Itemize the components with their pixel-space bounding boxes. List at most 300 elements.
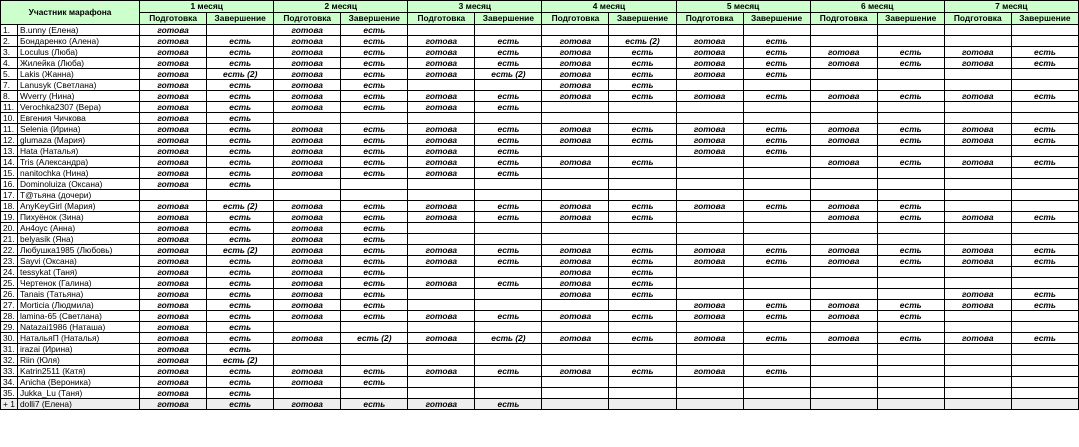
prep-status-cell[interactable]: готова: [140, 69, 207, 80]
prep-status-cell[interactable]: [408, 289, 475, 300]
done-status-cell[interactable]: [877, 223, 944, 234]
prep-status-cell[interactable]: готова: [140, 168, 207, 179]
done-status-cell[interactable]: [341, 190, 408, 201]
done-status-cell[interactable]: [743, 399, 810, 410]
prep-status-cell[interactable]: готова: [542, 157, 609, 168]
row-number-cell[interactable]: 19.: [1, 212, 18, 223]
done-status-cell[interactable]: есть: [1011, 212, 1078, 223]
done-status-cell[interactable]: [1011, 168, 1078, 179]
done-status-cell[interactable]: есть: [609, 256, 676, 267]
done-status-cell[interactable]: есть (2): [207, 245, 274, 256]
prep-status-cell[interactable]: готова: [408, 311, 475, 322]
participant-name-cell[interactable]: Anicha (Вероника): [18, 377, 140, 388]
done-status-cell[interactable]: [609, 179, 676, 190]
done-status-cell[interactable]: есть: [475, 399, 542, 410]
done-status-cell[interactable]: есть: [609, 333, 676, 344]
prep-status-cell[interactable]: готова: [408, 201, 475, 212]
done-status-cell[interactable]: [877, 377, 944, 388]
done-status-cell[interactable]: есть: [1011, 245, 1078, 256]
prep-status-cell[interactable]: готова: [810, 256, 877, 267]
prep-status-cell[interactable]: готова: [944, 135, 1011, 146]
prep-status-cell[interactable]: готова: [810, 300, 877, 311]
done-status-cell[interactable]: [1011, 355, 1078, 366]
done-status-cell[interactable]: есть: [475, 91, 542, 102]
prep-status-cell[interactable]: готова: [274, 135, 341, 146]
prep-status-cell[interactable]: [408, 322, 475, 333]
prep-status-cell[interactable]: готова: [810, 91, 877, 102]
done-status-cell[interactable]: есть: [475, 256, 542, 267]
prep-status-cell[interactable]: готова: [810, 201, 877, 212]
done-status-cell[interactable]: есть: [341, 278, 408, 289]
prep-status-cell[interactable]: готова: [408, 168, 475, 179]
done-status-cell[interactable]: есть: [341, 366, 408, 377]
prep-status-cell[interactable]: готова: [274, 69, 341, 80]
participant-name-cell[interactable]: Wverry (Нина): [18, 91, 140, 102]
done-status-cell[interactable]: [743, 157, 810, 168]
done-header[interactable]: Завершение: [743, 13, 810, 25]
prep-status-cell[interactable]: [542, 223, 609, 234]
done-status-cell[interactable]: есть: [743, 58, 810, 69]
done-status-cell[interactable]: [475, 289, 542, 300]
done-status-cell[interactable]: [877, 25, 944, 36]
prep-status-cell[interactable]: [676, 223, 743, 234]
done-status-cell[interactable]: [1011, 80, 1078, 91]
prep-status-cell[interactable]: [944, 399, 1011, 410]
prep-status-cell[interactable]: [810, 36, 877, 47]
done-status-cell[interactable]: [877, 344, 944, 355]
prep-status-cell[interactable]: [408, 355, 475, 366]
done-status-cell[interactable]: [609, 113, 676, 124]
done-status-cell[interactable]: [207, 190, 274, 201]
prep-status-cell[interactable]: [676, 234, 743, 245]
prep-status-cell[interactable]: [408, 190, 475, 201]
prep-status-cell[interactable]: готова: [274, 157, 341, 168]
done-status-cell[interactable]: [1011, 366, 1078, 377]
done-status-cell[interactable]: [877, 146, 944, 157]
prep-status-cell[interactable]: [542, 322, 609, 333]
done-status-cell[interactable]: есть: [207, 223, 274, 234]
prep-status-cell[interactable]: готова: [140, 388, 207, 399]
prep-status-cell[interactable]: готова: [274, 256, 341, 267]
row-number-cell[interactable]: 28.: [1, 311, 18, 322]
done-status-cell[interactable]: есть: [609, 245, 676, 256]
done-status-cell[interactable]: есть: [341, 234, 408, 245]
done-status-cell[interactable]: есть: [341, 245, 408, 256]
prep-status-cell[interactable]: готова: [676, 36, 743, 47]
participant-name-cell[interactable]: Jukka_Lu (Таня): [18, 388, 140, 399]
participant-name-cell[interactable]: Lakis (Жанна): [18, 69, 140, 80]
done-status-cell[interactable]: есть: [207, 399, 274, 410]
done-status-cell[interactable]: [1011, 311, 1078, 322]
done-status-cell[interactable]: [1011, 190, 1078, 201]
row-number-cell[interactable]: 26.: [1, 289, 18, 300]
done-status-cell[interactable]: [743, 234, 810, 245]
done-status-cell[interactable]: [475, 300, 542, 311]
prep-status-cell[interactable]: [408, 25, 475, 36]
prep-status-cell[interactable]: готова: [274, 245, 341, 256]
prep-status-cell[interactable]: [676, 344, 743, 355]
done-status-cell[interactable]: есть: [743, 124, 810, 135]
prep-status-cell[interactable]: [944, 267, 1011, 278]
row-number-cell[interactable]: 12.: [1, 135, 18, 146]
prep-status-cell[interactable]: [542, 355, 609, 366]
prep-status-cell[interactable]: [140, 190, 207, 201]
prep-status-cell[interactable]: [810, 102, 877, 113]
done-status-cell[interactable]: [877, 234, 944, 245]
done-status-cell[interactable]: есть: [743, 47, 810, 58]
prep-status-cell[interactable]: готова: [542, 366, 609, 377]
done-status-cell[interactable]: есть: [877, 47, 944, 58]
prep-status-cell[interactable]: [408, 80, 475, 91]
done-status-cell[interactable]: [609, 388, 676, 399]
prep-status-cell[interactable]: готова: [676, 201, 743, 212]
participant-name-cell[interactable]: Sayvi (Оксана): [18, 256, 140, 267]
done-status-cell[interactable]: есть: [207, 388, 274, 399]
prep-status-cell[interactable]: готова: [140, 256, 207, 267]
done-status-cell[interactable]: есть: [743, 201, 810, 212]
done-status-cell[interactable]: [877, 355, 944, 366]
done-status-cell[interactable]: [609, 190, 676, 201]
done-status-cell[interactable]: [609, 102, 676, 113]
done-status-cell[interactable]: есть: [341, 289, 408, 300]
prep-header[interactable]: Подготовка: [810, 13, 877, 25]
done-status-cell[interactable]: [743, 355, 810, 366]
done-status-cell[interactable]: [743, 179, 810, 190]
participant-name-cell[interactable]: Hata (Наталья): [18, 146, 140, 157]
prep-status-cell[interactable]: готова: [944, 245, 1011, 256]
prep-status-cell[interactable]: [676, 102, 743, 113]
done-status-cell[interactable]: есть: [609, 124, 676, 135]
prep-status-cell[interactable]: [944, 366, 1011, 377]
done-status-cell[interactable]: есть: [475, 157, 542, 168]
done-status-cell[interactable]: [609, 300, 676, 311]
prep-status-cell[interactable]: [542, 113, 609, 124]
done-status-cell[interactable]: [1011, 179, 1078, 190]
done-status-cell[interactable]: [743, 344, 810, 355]
prep-status-cell[interactable]: готова: [140, 58, 207, 69]
done-status-cell[interactable]: есть: [877, 333, 944, 344]
prep-status-cell[interactable]: [810, 223, 877, 234]
participant-name-cell[interactable]: AnyKeyGirl (Мария): [18, 201, 140, 212]
participant-name-cell[interactable]: Пихуёнок (Зина): [18, 212, 140, 223]
prep-status-cell[interactable]: [944, 146, 1011, 157]
done-status-cell[interactable]: [1011, 69, 1078, 80]
prep-status-cell[interactable]: [542, 168, 609, 179]
row-number-cell[interactable]: 33.: [1, 366, 18, 377]
row-number-cell[interactable]: 1.: [1, 25, 18, 36]
done-status-cell[interactable]: есть: [341, 58, 408, 69]
done-status-cell[interactable]: есть: [207, 377, 274, 388]
done-status-cell[interactable]: [341, 322, 408, 333]
participant-name-cell[interactable]: Natazai1986 (Наташа): [18, 322, 140, 333]
prep-status-cell[interactable]: [408, 344, 475, 355]
done-status-cell[interactable]: есть: [207, 289, 274, 300]
done-header[interactable]: Завершение: [609, 13, 676, 25]
done-status-cell[interactable]: есть (2): [609, 36, 676, 47]
row-number-cell[interactable]: 14.: [1, 157, 18, 168]
prep-status-cell[interactable]: готова: [810, 135, 877, 146]
prep-status-cell[interactable]: готова: [274, 168, 341, 179]
row-number-cell[interactable]: 10.: [1, 113, 18, 124]
prep-status-cell[interactable]: [944, 234, 1011, 245]
done-status-cell[interactable]: есть: [475, 124, 542, 135]
done-status-cell[interactable]: есть: [341, 80, 408, 91]
prep-status-cell[interactable]: [542, 399, 609, 410]
prep-status-cell[interactable]: [542, 146, 609, 157]
done-status-cell[interactable]: [1011, 102, 1078, 113]
participant-name-cell[interactable]: Riin (Юля): [18, 355, 140, 366]
prep-status-cell[interactable]: [408, 113, 475, 124]
prep-status-cell[interactable]: [810, 344, 877, 355]
prep-status-cell[interactable]: готова: [408, 58, 475, 69]
row-number-cell[interactable]: 11.: [1, 102, 18, 113]
prep-status-cell[interactable]: готова: [542, 278, 609, 289]
prep-status-cell[interactable]: готова: [140, 355, 207, 366]
done-status-cell[interactable]: есть: [743, 333, 810, 344]
prep-status-cell[interactable]: готова: [140, 179, 207, 190]
prep-status-cell[interactable]: готова: [944, 289, 1011, 300]
prep-status-cell[interactable]: [676, 157, 743, 168]
row-number-cell[interactable]: 11.: [1, 124, 18, 135]
participant-name-cell[interactable]: Ан4оус (Анна): [18, 223, 140, 234]
prep-status-cell[interactable]: готова: [140, 212, 207, 223]
done-status-cell[interactable]: есть: [207, 179, 274, 190]
done-status-cell[interactable]: [877, 399, 944, 410]
prep-status-cell[interactable]: [944, 69, 1011, 80]
prep-status-cell[interactable]: готова: [140, 157, 207, 168]
participant-name-cell[interactable]: Dominoluiza (Оксана): [18, 179, 140, 190]
prep-status-cell[interactable]: [944, 278, 1011, 289]
row-number-cell[interactable]: 30.: [1, 333, 18, 344]
done-status-cell[interactable]: [609, 377, 676, 388]
done-status-cell[interactable]: есть: [609, 91, 676, 102]
done-status-cell[interactable]: есть: [341, 157, 408, 168]
done-status-cell[interactable]: есть: [1011, 91, 1078, 102]
prep-status-cell[interactable]: [274, 355, 341, 366]
participant-name-cell[interactable]: Katrin2511 (Катя): [18, 366, 140, 377]
prep-status-cell[interactable]: готова: [140, 146, 207, 157]
prep-status-cell[interactable]: готова: [274, 278, 341, 289]
done-status-cell[interactable]: есть: [1011, 289, 1078, 300]
prep-header[interactable]: Подготовка: [542, 13, 609, 25]
prep-status-cell[interactable]: готова: [408, 333, 475, 344]
done-status-cell[interactable]: есть: [743, 366, 810, 377]
done-status-cell[interactable]: есть: [207, 366, 274, 377]
participant-name-cell[interactable]: lamina-65 (Светлана): [18, 311, 140, 322]
done-status-cell[interactable]: есть: [475, 201, 542, 212]
done-status-cell[interactable]: есть: [475, 135, 542, 146]
done-status-cell[interactable]: [475, 377, 542, 388]
row-number-cell[interactable]: 13.: [1, 146, 18, 157]
done-header[interactable]: Завершение: [877, 13, 944, 25]
prep-status-cell[interactable]: готова: [140, 289, 207, 300]
prep-status-cell[interactable]: готова: [274, 47, 341, 58]
done-status-cell[interactable]: [743, 278, 810, 289]
prep-status-cell[interactable]: готова: [542, 69, 609, 80]
done-status-cell[interactable]: [743, 113, 810, 124]
done-status-cell[interactable]: есть (2): [475, 69, 542, 80]
done-status-cell[interactable]: [877, 102, 944, 113]
prep-status-cell[interactable]: готова: [274, 201, 341, 212]
prep-status-cell[interactable]: готова: [408, 399, 475, 410]
done-status-cell[interactable]: есть: [207, 113, 274, 124]
done-status-cell[interactable]: есть: [341, 124, 408, 135]
prep-header[interactable]: Подготовка: [408, 13, 475, 25]
participant-name-cell[interactable]: Verochka2307 (Вера): [18, 102, 140, 113]
done-status-cell[interactable]: есть: [877, 135, 944, 146]
prep-status-cell[interactable]: готова: [274, 91, 341, 102]
done-status-cell[interactable]: [609, 168, 676, 179]
done-status-cell[interactable]: [341, 113, 408, 124]
prep-status-cell[interactable]: [676, 355, 743, 366]
row-number-cell[interactable]: 21.: [1, 234, 18, 245]
prep-status-cell[interactable]: готова: [140, 344, 207, 355]
prep-status-cell[interactable]: готова: [810, 245, 877, 256]
prep-status-cell[interactable]: [944, 168, 1011, 179]
done-status-cell[interactable]: есть: [877, 201, 944, 212]
done-status-cell[interactable]: [877, 190, 944, 201]
done-status-cell[interactable]: есть: [341, 102, 408, 113]
prep-status-cell[interactable]: готова: [676, 91, 743, 102]
prep-status-cell[interactable]: готова: [944, 47, 1011, 58]
prep-status-cell[interactable]: готова: [140, 300, 207, 311]
done-status-cell[interactable]: есть: [207, 80, 274, 91]
prep-status-cell[interactable]: [676, 289, 743, 300]
prep-status-cell[interactable]: готова: [810, 333, 877, 344]
prep-status-cell[interactable]: готова: [944, 58, 1011, 69]
row-number-cell[interactable]: 25.: [1, 278, 18, 289]
done-status-cell[interactable]: [743, 388, 810, 399]
prep-status-cell[interactable]: [810, 366, 877, 377]
prep-status-cell[interactable]: готова: [676, 245, 743, 256]
prep-status-cell[interactable]: [944, 25, 1011, 36]
done-status-cell[interactable]: есть: [1011, 300, 1078, 311]
done-status-cell[interactable]: есть: [341, 201, 408, 212]
done-header[interactable]: Завершение: [207, 13, 274, 25]
prep-status-cell[interactable]: готова: [542, 58, 609, 69]
prep-status-cell[interactable]: готова: [140, 25, 207, 36]
month-header[interactable]: 3 месяц: [408, 1, 542, 13]
done-status-cell[interactable]: [877, 366, 944, 377]
participant-name-cell[interactable]: Чертенок (Галина): [18, 278, 140, 289]
prep-status-cell[interactable]: готова: [140, 91, 207, 102]
participant-name-cell[interactable]: НатальяП (Наталья): [18, 333, 140, 344]
prep-status-cell[interactable]: [944, 355, 1011, 366]
done-status-cell[interactable]: есть: [609, 366, 676, 377]
prep-status-cell[interactable]: готова: [542, 201, 609, 212]
prep-status-cell[interactable]: готова: [542, 124, 609, 135]
prep-status-cell[interactable]: [408, 388, 475, 399]
prep-status-cell[interactable]: готова: [676, 333, 743, 344]
prep-status-cell[interactable]: готова: [542, 91, 609, 102]
prep-status-cell[interactable]: [274, 113, 341, 124]
prep-status-cell[interactable]: [542, 377, 609, 388]
row-number-cell[interactable]: 35.: [1, 388, 18, 399]
done-status-cell[interactable]: есть: [609, 289, 676, 300]
done-header[interactable]: Завершение: [341, 13, 408, 25]
done-status-cell[interactable]: [609, 146, 676, 157]
prep-status-cell[interactable]: [408, 300, 475, 311]
row-number-cell[interactable]: 29.: [1, 322, 18, 333]
row-number-cell[interactable]: + 1: [1, 399, 18, 410]
done-status-cell[interactable]: есть: [341, 146, 408, 157]
prep-status-cell[interactable]: [676, 278, 743, 289]
prep-status-cell[interactable]: [810, 388, 877, 399]
done-status-cell[interactable]: есть: [743, 311, 810, 322]
month-header[interactable]: 4 месяц: [542, 1, 676, 13]
prep-status-cell[interactable]: готова: [140, 36, 207, 47]
done-status-cell[interactable]: есть: [207, 256, 274, 267]
done-status-cell[interactable]: есть: [743, 146, 810, 157]
participant-name-cell[interactable]: Бондаренко (Алена): [18, 36, 140, 47]
prep-status-cell[interactable]: готова: [140, 278, 207, 289]
prep-status-cell[interactable]: готова: [274, 102, 341, 113]
prep-status-cell[interactable]: [944, 179, 1011, 190]
done-status-cell[interactable]: есть: [207, 278, 274, 289]
done-status-cell[interactable]: [743, 102, 810, 113]
prep-status-cell[interactable]: [408, 234, 475, 245]
done-status-cell[interactable]: есть: [877, 212, 944, 223]
prep-status-cell[interactable]: готова: [140, 366, 207, 377]
done-status-cell[interactable]: есть: [207, 47, 274, 58]
prep-status-cell[interactable]: готова: [676, 124, 743, 135]
done-header[interactable]: Завершение: [475, 13, 542, 25]
participant-header[interactable]: Участник марафона: [1, 1, 140, 25]
prep-status-cell[interactable]: готова: [274, 366, 341, 377]
done-status-cell[interactable]: [1011, 267, 1078, 278]
prep-status-cell[interactable]: [408, 267, 475, 278]
done-status-cell[interactable]: есть: [207, 58, 274, 69]
prep-status-cell[interactable]: готова: [542, 80, 609, 91]
done-status-cell[interactable]: [743, 377, 810, 388]
done-status-cell[interactable]: есть: [877, 245, 944, 256]
done-status-cell[interactable]: есть: [341, 212, 408, 223]
done-header[interactable]: Завершение: [1011, 13, 1078, 25]
prep-status-cell[interactable]: [944, 102, 1011, 113]
prep-status-cell[interactable]: готова: [676, 69, 743, 80]
done-status-cell[interactable]: есть: [877, 157, 944, 168]
done-status-cell[interactable]: [743, 223, 810, 234]
row-number-cell[interactable]: 16.: [1, 179, 18, 190]
prep-status-cell[interactable]: готова: [676, 366, 743, 377]
done-status-cell[interactable]: есть: [341, 69, 408, 80]
done-status-cell[interactable]: [609, 399, 676, 410]
participant-name-cell[interactable]: tessykat (Таня): [18, 267, 140, 278]
done-status-cell[interactable]: [1011, 344, 1078, 355]
done-status-cell[interactable]: есть: [341, 311, 408, 322]
done-status-cell[interactable]: есть: [609, 278, 676, 289]
row-number-cell[interactable]: 3.: [1, 47, 18, 58]
prep-status-cell[interactable]: [810, 69, 877, 80]
prep-status-cell[interactable]: готова: [140, 322, 207, 333]
done-status-cell[interactable]: [1011, 322, 1078, 333]
done-status-cell[interactable]: есть: [877, 311, 944, 322]
prep-status-cell[interactable]: [542, 190, 609, 201]
row-number-cell[interactable]: 4.: [1, 58, 18, 69]
prep-status-cell[interactable]: [542, 234, 609, 245]
row-number-cell[interactable]: 7.: [1, 80, 18, 91]
prep-status-cell[interactable]: готова: [944, 124, 1011, 135]
done-status-cell[interactable]: есть: [877, 256, 944, 267]
prep-status-cell[interactable]: готова: [810, 311, 877, 322]
prep-status-cell[interactable]: готова: [542, 212, 609, 223]
prep-status-cell[interactable]: [944, 80, 1011, 91]
prep-status-cell[interactable]: [676, 267, 743, 278]
prep-status-cell[interactable]: готова: [408, 245, 475, 256]
done-status-cell[interactable]: [609, 355, 676, 366]
prep-status-cell[interactable]: готова: [944, 256, 1011, 267]
prep-header[interactable]: Подготовка: [274, 13, 341, 25]
